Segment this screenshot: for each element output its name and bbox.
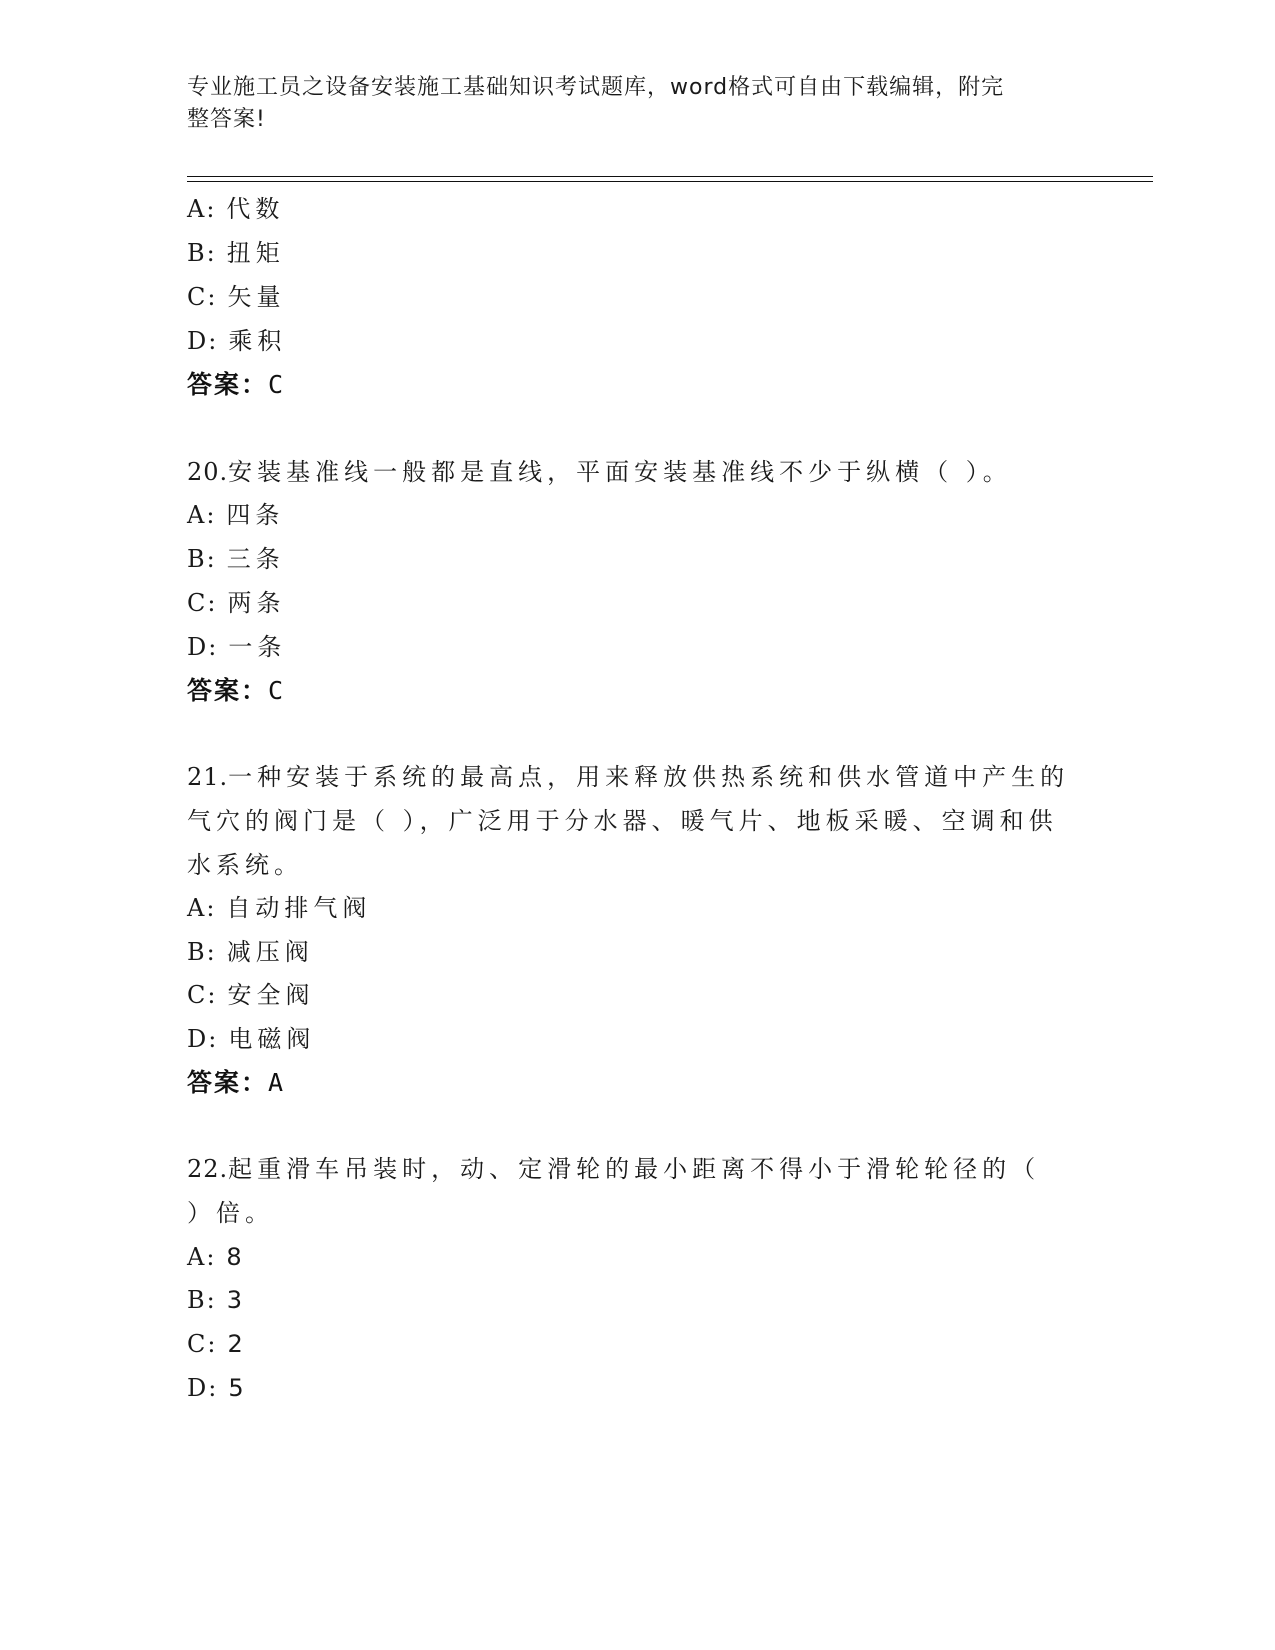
option-letter: D: [187,1025,219,1053]
answer-label: 答案： [187,676,269,705]
question-text: ）倍。 [187,1199,274,1227]
option-text: 两条 [227,589,286,617]
option-letter: C: [187,283,218,311]
question-number: 21. [187,763,229,791]
option-letter: C: [187,981,218,1009]
option-text: 代数 [226,195,285,223]
option-text: 2 [227,1330,248,1358]
question-text: 水系统。 [187,851,303,879]
q22-option-a [187,1240,247,1274]
q21-stem-line-2 [187,804,1058,838]
option-text: 乘积 [228,327,287,355]
option-text: 减压阀 [226,938,314,966]
option-letter: D: [187,327,219,355]
q20-option-b [187,542,285,576]
option-text: 安全阀 [227,981,315,1009]
q22-stem-line-2 [187,1196,274,1230]
option-text: 四条 [226,501,285,529]
question-number: 22. [187,1155,229,1183]
option-text: 8 [226,1243,247,1271]
option-letter: A: [187,195,217,223]
q19-option-b [187,236,285,270]
document-header [187,72,1067,136]
option-letter: B: [187,545,217,573]
option-text: 矢量 [227,283,286,311]
q19-answer [187,368,285,402]
q22-option-d [187,1371,249,1405]
question-text: 起重滑车吊装时，动、定滑轮的最小距离不得小于滑轮轮径的（ [228,1155,1041,1183]
option-letter: A: [187,501,217,529]
q21-answer [187,1066,285,1100]
answer-value: C [268,370,286,399]
option-letter: C: [187,1330,218,1358]
question-text: 一种安装于系统的最高点，用来释放供热系统和供水管道中产生的 [228,763,1070,791]
question-text: 气穴的阀门是（ ），广泛用于分水器、暖气片、地板采暖、空调和供 [187,807,1058,835]
q20-stem-line-1 [187,455,1012,489]
q22-option-b [187,1283,247,1317]
q20-option-c [187,586,285,620]
header-divider-bottom [187,181,1153,182]
option-text: 扭矩 [226,239,285,267]
option-letter: D: [187,1374,219,1402]
q21-stem-line-1 [187,760,1069,794]
option-text: 3 [226,1286,248,1314]
q19-option-c [187,280,285,314]
question-number: 20. [187,458,229,486]
q20-option-d [187,630,286,664]
header-divider-top [187,176,1153,177]
option-letter: B: [187,938,217,966]
q21-option-a [187,891,371,925]
option-letter: A: [187,894,217,922]
option-letter: C: [187,589,218,617]
option-text: 5 [228,1374,249,1402]
q21-stem-line-3 [187,848,303,882]
option-text: 一条 [228,633,287,661]
option-text: 自动排气阀 [226,894,372,922]
question-text: 安装基准线一般都是直线，平面安装基准线不少于纵横（ ）。 [228,458,1012,486]
q21-option-b [187,935,314,969]
answer-value: A [268,1068,286,1097]
q21-option-c [187,978,314,1012]
q19-option-a [187,192,284,226]
option-letter: A: [187,1243,217,1271]
answer-label: 答案： [187,1068,269,1097]
q19-option-d [187,324,286,358]
option-text: 电磁阀 [228,1025,316,1053]
q20-option-a [187,498,284,532]
q20-answer [187,674,285,708]
option-letter: B: [187,239,217,267]
q22-option-c [187,1327,248,1361]
option-text: 三条 [226,545,285,573]
q22-stem-line-1 [187,1152,1040,1186]
option-letter: D: [187,633,219,661]
header-line-2: 整答案! [187,107,266,132]
header-line-1: 专业施工员之设备安装施工基础知识考试题库，word格式可自由下载编辑，附完 [187,75,1005,100]
option-letter: B: [187,1286,217,1314]
q21-option-d [187,1022,315,1056]
answer-label: 答案： [187,370,269,399]
answer-value: C [268,676,286,705]
